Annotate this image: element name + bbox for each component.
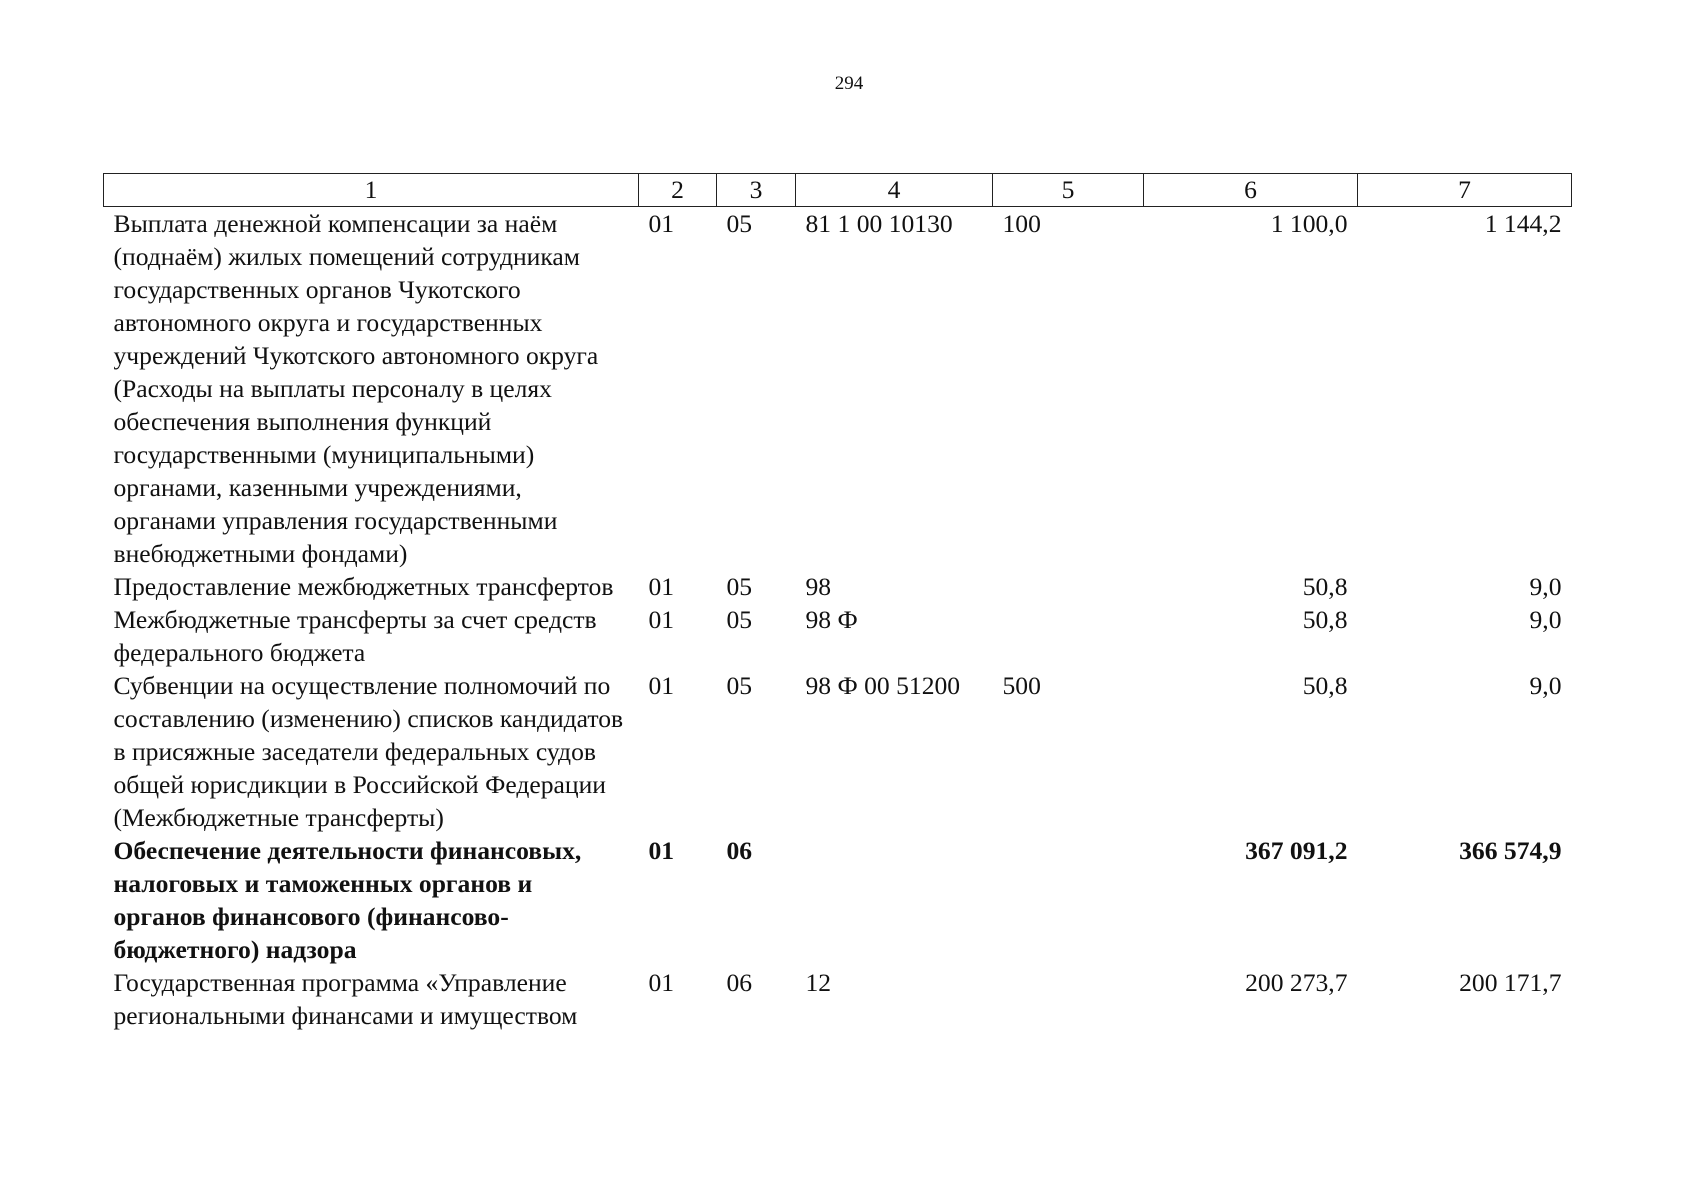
row-target-code: 81 1 00 10130: [805, 209, 953, 238]
column-header-4: 4: [796, 174, 993, 207]
table-row: [104, 207, 1572, 571]
row-name: Государственная программа «Управление региональными финансами и имуществом: [113, 968, 578, 1030]
row-expense-type: [993, 834, 1144, 966]
row-expense-type: 500: [1002, 671, 1041, 700]
row-section: 01: [648, 671, 675, 700]
row-subsection: 05: [726, 605, 753, 634]
row-sum-1: 200 273,7: [1245, 968, 1348, 997]
table-row: [104, 966, 1572, 1032]
header-row: [104, 174, 1572, 207]
row-name: Выплата денежной компенсации за наём (поднаём) жилых помещений сотрудникам государственных органов Чукотского автономного округа и государственных учреждений Чукотского автономного округа (Расходы на выплаты персоналу в целях обеспечения выполнения функций государственными (муниципальными) органами, казенными учреждениями, органами управления государственными внебюджетными фондами): [113, 209, 599, 568]
row-section: 01: [648, 836, 675, 865]
row-sum-2: 9,0: [1529, 605, 1562, 634]
table-row: [104, 570, 1572, 603]
page-number: 294: [834, 73, 864, 94]
row-target-code: [796, 834, 993, 966]
row-subsection: 06: [726, 968, 753, 997]
row-name: Предоставление межбюджетных трансфертов: [113, 572, 614, 601]
row-name: Обеспечение деятельности финансовых, налоговых и таможенных органов и органов финансового (финансово-бюджетного) надзора: [113, 836, 582, 964]
row-subsection: 05: [726, 572, 753, 601]
row-sum-1: 367 091,2: [1245, 836, 1348, 865]
column-header-6: 6: [1144, 174, 1358, 207]
row-section: 01: [648, 209, 675, 238]
row-target-code: 98 Ф 00 51200: [805, 671, 961, 700]
row-sum-1: 50,8: [1302, 572, 1348, 601]
table-row: [104, 834, 1572, 966]
row-section: 01: [648, 572, 675, 601]
row-expense-type: [993, 603, 1144, 669]
column-header-3: 3: [717, 174, 796, 207]
row-subsection: 06: [726, 836, 753, 865]
row-expense-type: 100: [1002, 209, 1041, 238]
row-name: Субвенции на осуществление полномочий по составлению (изменению) списков кандидатов в присяжные заседатели федеральных судов общей юрисдикции в Российской Федерации (Межбюджетные трансферты): [113, 671, 624, 832]
row-sum-2: 200 171,7: [1459, 968, 1562, 997]
column-header-7: 7: [1358, 174, 1572, 207]
row-expense-type: [993, 570, 1144, 603]
row-sum-1: 1 100,0: [1270, 209, 1348, 238]
row-expense-type: [993, 966, 1144, 1032]
column-header-2: 2: [639, 174, 717, 207]
column-header-1: 1: [104, 174, 639, 207]
row-target-code: 98 Ф: [805, 605, 858, 634]
row-sum-2: 9,0: [1529, 572, 1562, 601]
row-sum-1: 50,8: [1302, 605, 1348, 634]
row-sum-2: 366 574,9: [1459, 836, 1562, 865]
row-section: 01: [648, 968, 675, 997]
row-section: 01: [648, 605, 675, 634]
row-target-code: 12: [805, 968, 832, 997]
row-name: Межбюджетные трансферты за счет средств федерального бюджета: [113, 605, 597, 667]
row-subsection: 05: [726, 671, 753, 700]
row-sum-2: 9,0: [1529, 671, 1562, 700]
row-target-code: 98: [805, 572, 832, 601]
table-row: [104, 669, 1572, 834]
row-sum-2: 1 144,2: [1484, 209, 1562, 238]
table-row: [104, 603, 1572, 669]
budget-table: [103, 173, 1572, 1032]
row-sum-1: 50,8: [1302, 671, 1348, 700]
row-subsection: 05: [726, 209, 753, 238]
column-header-5: 5: [993, 174, 1144, 207]
